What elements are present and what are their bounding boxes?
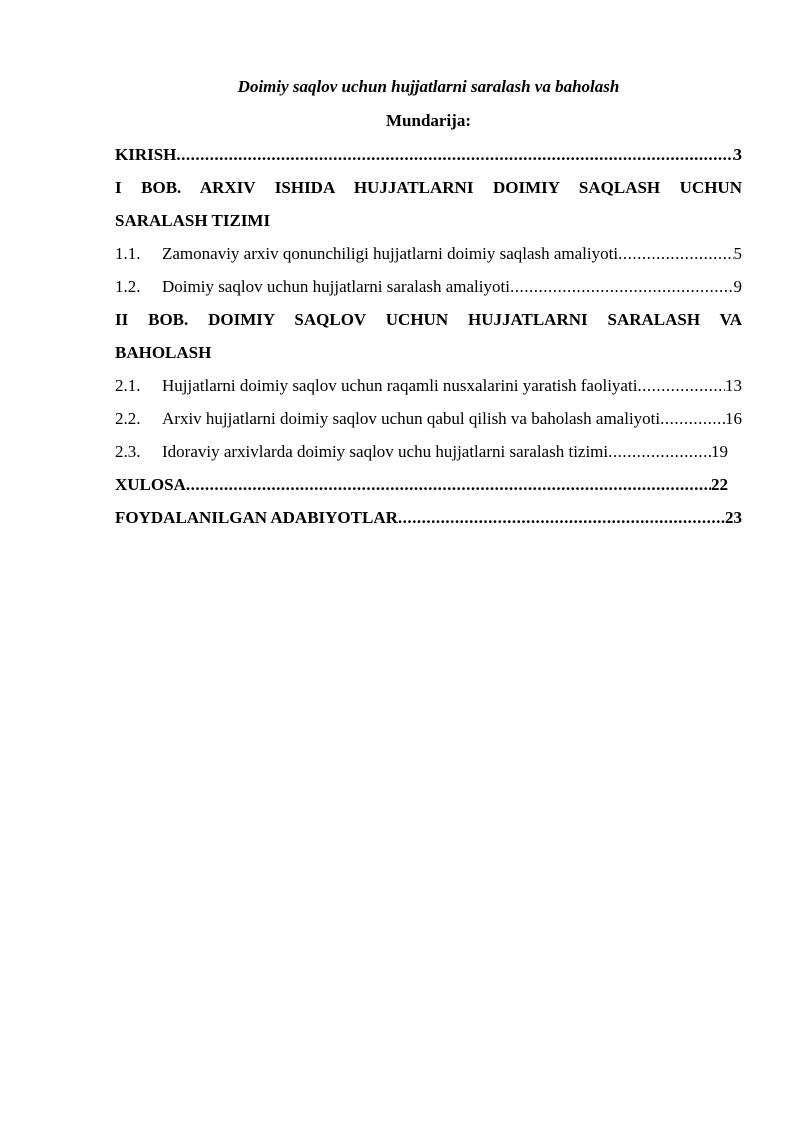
toc-leader-dots — [608, 435, 711, 468]
document-title: Doimiy saqlov uchun hujjatlarni saralash va baholash — [237, 77, 620, 96]
toc-leader-dots — [618, 237, 733, 270]
toc-section-number: 2.2. — [115, 409, 141, 428]
toc-entry-label: XULOSA — [115, 475, 186, 494]
toc-entry-label: KIRISH — [115, 145, 177, 164]
toc-leader-dots — [186, 468, 711, 501]
toc-page-number: 23 — [725, 508, 742, 527]
toc-page-number: 22 — [711, 475, 728, 494]
toc-entry-label: Zamonaviy arxiv qonunchiligi hujjatlarni doimiy saqlash amaliyoti — [162, 244, 619, 263]
chapter-title-line-1: I BOB. ARXIV ISHIDA HUJJATLARNI DOIMIY SAQLASH UCHUN — [115, 178, 742, 197]
toc-entry-label: FOYDALANILGAN ADABIYOTLAR — [115, 508, 398, 527]
toc-entry-label: Idoraviy arxivlarda doimiy saqlov uchu hujjatlarni saralash tizimi — [162, 442, 609, 461]
toc-chapter-1-heading — [115, 171, 742, 237]
toc-page-number: 19 — [711, 442, 728, 461]
chapter-title-line-2: SARALASH TIZIMI — [115, 211, 271, 230]
toc-entry-section — [115, 402, 742, 435]
toc-section-number: 2.3. — [115, 442, 141, 461]
toc-entry-conclusion — [115, 468, 742, 501]
toc-entry-section — [115, 270, 742, 303]
toc-page-number: 9 — [733, 277, 742, 296]
toc-entry-intro — [115, 138, 742, 171]
toc-leader-dots — [176, 138, 733, 171]
toc-section-number: 1.2. — [115, 277, 141, 296]
toc-entry-section — [115, 237, 742, 270]
toc-page-number: 3 — [733, 145, 742, 164]
toc-entry-label: Arxiv hujjatlarni doimiy saqlov uchun qabul qilish va baholash amaliyoti — [162, 409, 661, 428]
toc-entry-references — [115, 501, 742, 534]
toc-section-number: 1.1. — [115, 244, 141, 263]
toc-entry-label: Doimiy saqlov uchun hujjatlarni saralash amaliyoti — [162, 277, 510, 296]
toc-section-number: 2.1. — [115, 376, 141, 395]
toc-entry-section — [115, 435, 742, 468]
toc-leader-dots — [637, 369, 725, 402]
toc-heading: Mundarija: — [386, 111, 471, 130]
toc-leader-dots — [510, 270, 734, 303]
chapter-title-line-2: BAHOLASH — [115, 343, 212, 362]
toc-leader-dots — [660, 402, 725, 435]
toc-chapter-2-heading — [115, 303, 742, 369]
toc-entry-section — [115, 369, 742, 402]
toc-entry-label: Hujjatlarni doimiy saqlov uchun raqamli nusxalarini yaratish faoliyati — [162, 376, 638, 395]
chapter-title-line-1: II BOB. DOIMIY SAQLOV UCHUN HUJJATLARNI SARALASH VA — [115, 310, 742, 329]
document-page — [115, 74, 742, 534]
toc-leader-dots — [398, 501, 725, 534]
toc-page-number: 16 — [725, 409, 742, 428]
toc-page-number: 13 — [725, 376, 742, 395]
toc-page-number: 5 — [733, 244, 742, 263]
